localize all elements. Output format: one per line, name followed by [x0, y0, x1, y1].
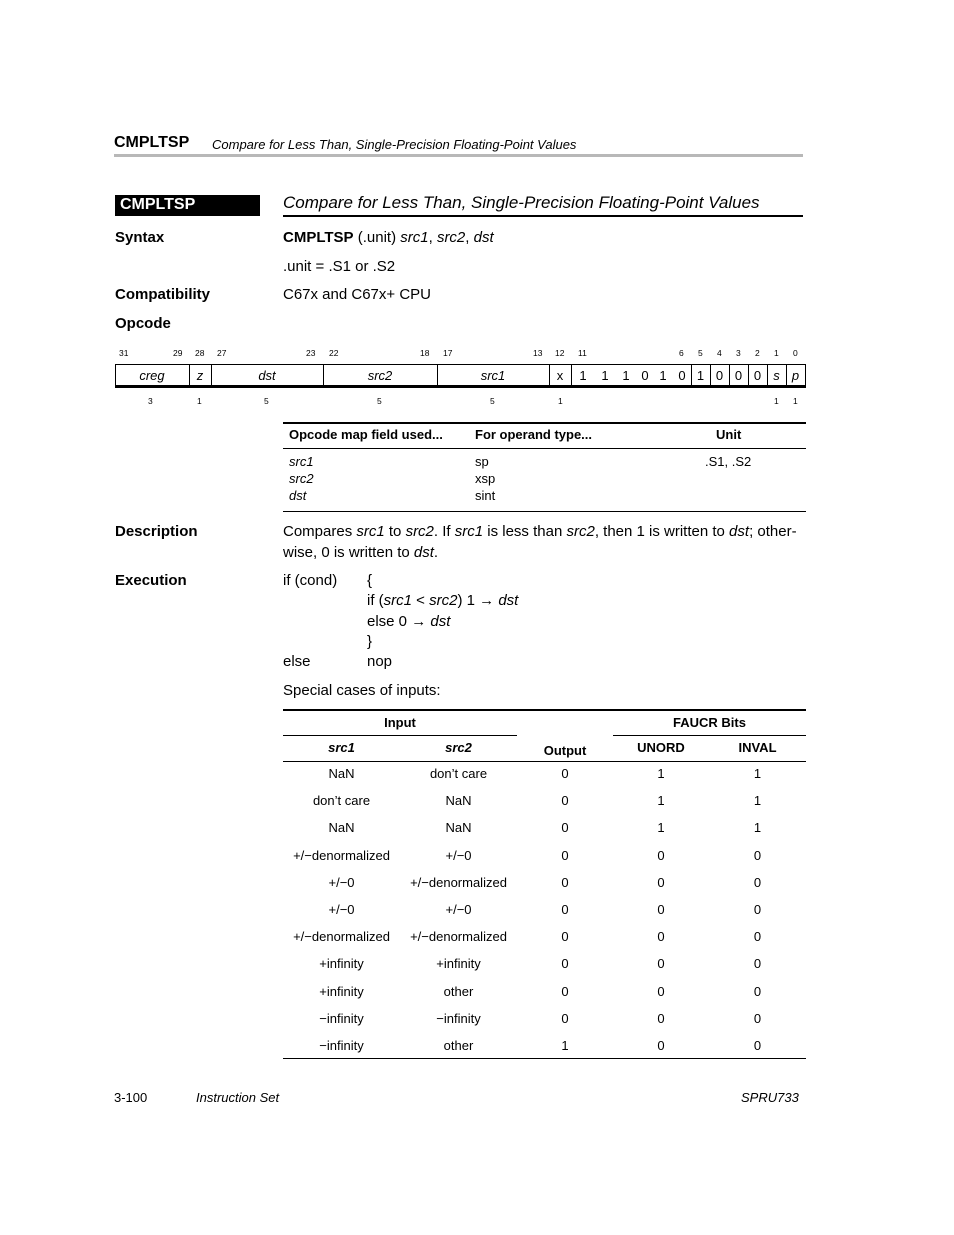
cell-inval: 0 — [753, 902, 762, 917]
cell-inval: 0 — [753, 1038, 762, 1053]
fixed-bit: 0 — [753, 368, 762, 383]
cell-unord: 0 — [657, 1038, 665, 1053]
fixed-bit: 1 — [622, 368, 630, 383]
cell-src2: −infinity — [436, 1010, 481, 1026]
text: . — [433, 544, 439, 561]
exec-else-line — [367, 613, 450, 630]
fixed-bit: 0 — [678, 368, 686, 383]
field-s: s — [773, 368, 780, 383]
input-header: Input — [384, 715, 416, 730]
fixed-bit: 1 — [696, 368, 705, 383]
bit-number: 27 — [217, 348, 227, 358]
bit-number: 2 — [755, 348, 760, 358]
bit-number: 17 — [443, 348, 453, 358]
map-header-unit: Unit — [716, 427, 742, 442]
fixed-bit: 1 — [579, 368, 587, 383]
fixed-bit: 0 — [715, 368, 724, 383]
footer-page: 3-100 — [114, 1090, 148, 1105]
opcode-label: Opcode — [115, 315, 171, 332]
cell-src2: other — [443, 1038, 474, 1053]
cell-src1: −infinity — [319, 1038, 364, 1053]
operand: src2 — [405, 523, 434, 540]
operand: src1 — [356, 523, 385, 540]
cell-src1: +infinity — [319, 956, 364, 972]
operand: src1 — [383, 592, 413, 609]
cell-output: 0 — [561, 1010, 569, 1026]
cell-output: 0 — [561, 874, 569, 890]
fixed-bit: 0 — [734, 368, 743, 383]
cell-unord: 0 — [657, 983, 665, 999]
cell-output: 0 — [561, 766, 569, 781]
syntax-op3: dst — [473, 229, 494, 246]
field-width: 3 — [148, 396, 153, 406]
operand: dst — [430, 613, 451, 630]
operand: src2 — [429, 592, 458, 609]
map-field: dst — [289, 488, 307, 503]
text: if ( — [367, 592, 384, 609]
cell-output: 0 — [561, 956, 569, 972]
header-rule — [114, 154, 803, 157]
cell-inval: 1 — [753, 820, 762, 836]
text: Compares — [283, 523, 357, 540]
cell-src2: other — [443, 983, 474, 999]
fixed-bit: 1 — [659, 368, 667, 383]
syntax-unit-line: .unit = .S1 or .S2 — [283, 258, 396, 275]
field-x: x — [556, 368, 564, 383]
section-rule — [283, 215, 803, 217]
bit-number: 1 — [774, 348, 779, 358]
text: . If — [433, 523, 455, 540]
map-unit: .S1, .S2 — [705, 454, 752, 469]
bit-number: 22 — [329, 348, 339, 358]
cell-src1: −infinity — [319, 1010, 364, 1026]
cell-src2: +/−0 — [445, 847, 472, 863]
description-line-2 — [283, 544, 438, 561]
map-type: xsp — [475, 471, 496, 486]
bit-number: 29 — [173, 348, 183, 358]
exec-open-brace: { — [367, 572, 373, 589]
map-field: src2 — [289, 471, 314, 486]
bit-number: 0 — [793, 348, 798, 358]
table-rule — [283, 1058, 806, 1059]
col-src2: src2 — [445, 740, 472, 755]
col-output: Output — [543, 743, 587, 758]
field-creg: creg — [139, 368, 165, 383]
field-width: 1 — [774, 396, 779, 406]
fixed-bit: 0 — [641, 368, 649, 383]
cell-unord: 0 — [657, 902, 665, 917]
cell-src2: +/−denormalized — [410, 929, 507, 945]
description-label: Description — [115, 523, 198, 540]
cell-inval: 0 — [753, 929, 762, 945]
field-p: p — [791, 368, 800, 383]
compatibility-value: C67x and C67x+ CPU — [283, 286, 431, 303]
field-z: z — [196, 368, 204, 383]
operand: dst — [729, 523, 750, 540]
bit-number: 31 — [119, 348, 129, 358]
cell-src1: +/−0 — [328, 902, 355, 917]
text: ) 1 → — [457, 592, 499, 609]
cell-output: 1 — [561, 1038, 569, 1053]
cell-src1: don’t care — [312, 793, 371, 809]
running-header-subtitle: Compare for Less Than, Single-Precision Floating-Point Values — [212, 137, 577, 152]
exec-close-brace: } — [367, 633, 373, 650]
field-dst: dst — [258, 368, 276, 383]
bit-number: 12 — [555, 348, 565, 358]
cell-inval: 0 — [753, 1010, 762, 1026]
col-src1: src1 — [328, 740, 355, 755]
field-width: 1 — [558, 396, 563, 406]
field-width: 1 — [197, 396, 202, 406]
syntax-unit: (.unit) — [353, 229, 401, 246]
table-rule — [283, 709, 806, 711]
cell-inval: 0 — [753, 874, 762, 890]
syntax-sep1: , — [428, 229, 437, 246]
cell-unord: 1 — [657, 820, 665, 836]
cell-output: 0 — [561, 929, 569, 945]
table-rule — [283, 511, 806, 512]
cell-output: 0 — [561, 983, 569, 999]
table-rule — [283, 448, 806, 449]
bit-number: 6 — [679, 348, 684, 358]
syntax-mnemonic: CMPLTSP — [283, 229, 354, 246]
text: ; other- — [749, 523, 797, 540]
cell-src2: NaN — [445, 793, 472, 809]
cell-inval: 0 — [753, 847, 762, 863]
operand: src2 — [566, 523, 595, 540]
text: , then 1 is written to — [594, 523, 730, 540]
cell-inval: 1 — [753, 793, 762, 809]
field-src2: src2 — [367, 368, 393, 383]
fixed-bit: 1 — [601, 368, 609, 383]
description-line-1 — [283, 523, 797, 540]
text: < — [412, 592, 430, 609]
bit-number: 3 — [736, 348, 741, 358]
map-field: src1 — [289, 454, 314, 469]
bit-number: 13 — [533, 348, 543, 358]
exec-if-cond: if (cond) — [283, 572, 338, 589]
exec-if-line — [367, 592, 518, 609]
table-rule — [613, 735, 806, 736]
footer-book: Instruction Set — [196, 1090, 280, 1105]
text: to — [384, 523, 406, 540]
bit-number: 18 — [420, 348, 430, 358]
cell-unord: 1 — [657, 793, 665, 809]
exec-else: else — [283, 653, 311, 670]
cell-unord: 0 — [657, 1010, 665, 1026]
cell-inval: 1 — [753, 766, 762, 781]
exec-nop: nop — [367, 653, 393, 670]
text: else 0 → — [367, 613, 431, 630]
bit-number: 4 — [717, 348, 722, 358]
syntax-op2: src2 — [436, 229, 466, 246]
cell-unord: 1 — [657, 766, 665, 781]
field-src1: src1 — [480, 368, 506, 383]
running-header-title: CMPLTSP — [114, 134, 190, 151]
cell-src1: +/−denormalized — [293, 929, 390, 945]
faucr-header: FAUCR Bits — [673, 715, 746, 730]
cell-inval: 0 — [753, 983, 762, 999]
operand: src1 — [454, 523, 484, 540]
section-title: Compare for Less Than, Single-Precision Floating-Point Values — [283, 193, 760, 212]
cell-src2: NaN — [445, 820, 472, 836]
cell-src2: +/−0 — [445, 902, 472, 917]
cell-unord: 0 — [657, 956, 665, 972]
cell-src1: +infinity — [319, 983, 364, 999]
field-width: 1 — [793, 396, 798, 406]
cell-unord: 0 — [657, 929, 665, 945]
field-width: 5 — [264, 396, 269, 406]
cell-output: 0 — [561, 902, 569, 917]
operand: dst — [413, 544, 434, 561]
field-width: 5 — [490, 396, 495, 406]
col-unord: UNORD — [637, 740, 685, 755]
field-width: 5 — [377, 396, 382, 406]
section-tab: CMPLTSP — [115, 195, 260, 216]
syntax-op1: src1 — [400, 229, 429, 246]
cell-src2: +infinity — [436, 956, 481, 972]
syntax-line — [283, 229, 494, 246]
syntax-sep2: , — [465, 229, 474, 246]
compatibility-label: Compatibility — [115, 286, 211, 303]
table-rule — [283, 761, 806, 762]
operand: dst — [498, 592, 519, 609]
footer-doc: SPRU733 — [741, 1090, 799, 1105]
cell-output: 0 — [561, 793, 569, 809]
cell-inval: 0 — [753, 956, 762, 972]
map-header-type: For operand type... — [475, 427, 593, 442]
col-inval: INVAL — [738, 740, 777, 755]
cell-src1: NaN — [328, 820, 355, 836]
map-type: sp — [475, 454, 489, 469]
map-header-field: Opcode map field used... — [289, 427, 443, 442]
bit-number: 28 — [195, 348, 205, 358]
bit-number: 11 — [578, 348, 587, 358]
text: is less than — [483, 523, 567, 540]
cell-src1: +/−denormalized — [293, 847, 390, 863]
map-type: sint — [475, 488, 496, 503]
cell-unord: 0 — [657, 874, 665, 890]
cell-src2: +/−denormalized — [410, 874, 507, 890]
cell-src2: don’t care — [429, 766, 488, 781]
text: wise, 0 is written to — [283, 544, 414, 561]
execution-label: Execution — [115, 572, 187, 589]
field-divider — [571, 364, 572, 388]
table-rule — [283, 735, 517, 736]
cell-output: 0 — [561, 847, 569, 863]
cell-output: 0 — [561, 820, 569, 836]
syntax-label: Syntax — [115, 229, 165, 246]
cell-src1: +/−0 — [328, 874, 355, 890]
cell-src1: NaN — [328, 766, 355, 781]
bit-number: 23 — [306, 348, 316, 358]
table-rule — [283, 422, 806, 424]
cell-unord: 0 — [657, 847, 665, 863]
special-cases-caption: Special cases of inputs: — [283, 682, 441, 699]
bit-number: 5 — [698, 348, 703, 358]
